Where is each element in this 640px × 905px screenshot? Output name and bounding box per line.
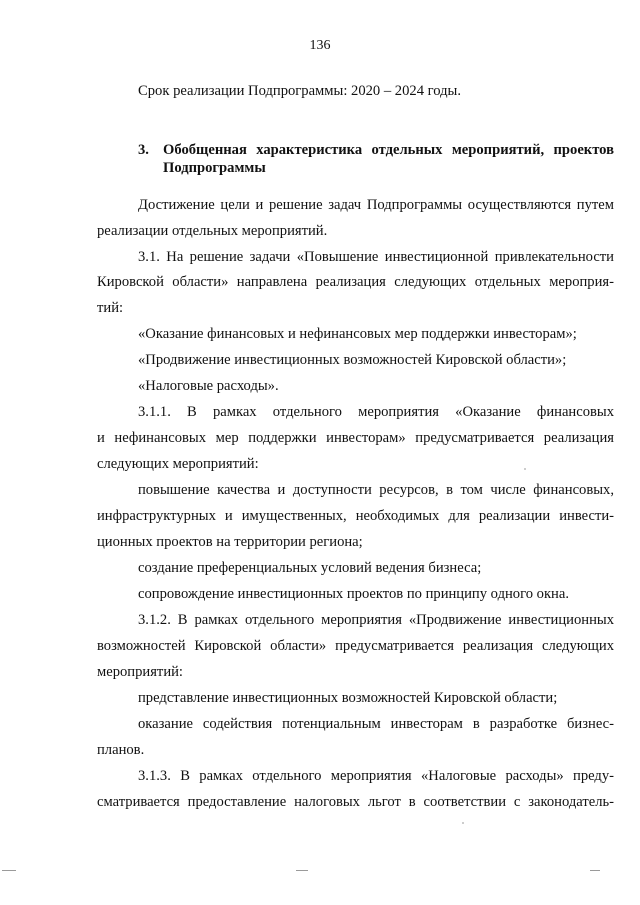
paragraph-line: инфраструктурных и имущественных, необходимых для реализации инвести- [97, 508, 614, 524]
paragraph-line: ционных проектов на территории региона; [97, 534, 363, 550]
section-title-line-1: Обобщенная характеристика отдельных мероприятий, проектов [163, 142, 614, 158]
paragraph-line: 3.1. На решение задачи «Повышение инвестиционной привлекательности [138, 249, 614, 265]
term-line: Срок реализации Подпрограммы: 2020 – 2024 годы. [138, 83, 462, 99]
section-number: 3. [138, 142, 149, 158]
list-item: «Налоговые расходы». [138, 378, 279, 394]
paragraph-line: 3.1.1. В рамках отдельного мероприятия «Оказание финансовых [138, 404, 614, 420]
scan-mark [296, 870, 308, 871]
list-item: сопровождение инвестиционных проектов по принципу одного окна. [138, 586, 569, 602]
paragraph-line: повышение качества и доступности ресурсов, в том числе финансовых, [138, 482, 614, 498]
paragraph-line: мероприятий: [97, 664, 183, 680]
paragraph-line: Достижение цели и решение задач Подпрограммы осуществляются путем [138, 197, 614, 213]
list-item: представление инвестиционных возможностей Кировской области; [138, 690, 558, 706]
paragraph-line: Кировской области» направлена реализация следующих отдельных мероприя- [97, 274, 614, 290]
paragraph-line: 3.1.2. В рамках отдельного мероприятия «Продвижение инвестиционных [138, 612, 614, 628]
list-item: создание преференциальных условий ведения бизнеса; [138, 560, 482, 576]
list-item: «Продвижение инвестиционных возможностей Кировской области»; [138, 352, 567, 368]
paragraph-line: 3.1.3. В рамках отдельного мероприятия «Налоговые расходы» преду- [138, 768, 614, 784]
paragraph-line: следующих мероприятий: [97, 456, 259, 472]
page-number: 136 [309, 38, 331, 53]
paragraph-line: и нефинансовых мер поддержки инвесторам» предусматривается реализация [97, 430, 614, 446]
scan-speck [524, 468, 526, 470]
paragraph-line: оказание содействия потенциальным инвесторам в разработке бизнес- [138, 716, 614, 732]
scan-mark [2, 870, 16, 871]
paragraph-line: реализации отдельных мероприятий. [97, 223, 328, 239]
scan-mark [590, 870, 600, 871]
paragraph-line: планов. [97, 742, 145, 758]
section-title-line-2: Подпрограммы [163, 160, 266, 176]
paragraph-line: возможностей Кировской области» предусматривается реализация следующих [97, 638, 614, 654]
paragraph-line: тий: [97, 300, 124, 316]
paragraph-line: сматривается предоставление налоговых льгот в соответствии с законодатель- [97, 794, 614, 810]
list-item: «Оказание финансовых и нефинансовых мер поддержки инвесторам»; [138, 326, 577, 342]
scan-speck [462, 822, 464, 824]
